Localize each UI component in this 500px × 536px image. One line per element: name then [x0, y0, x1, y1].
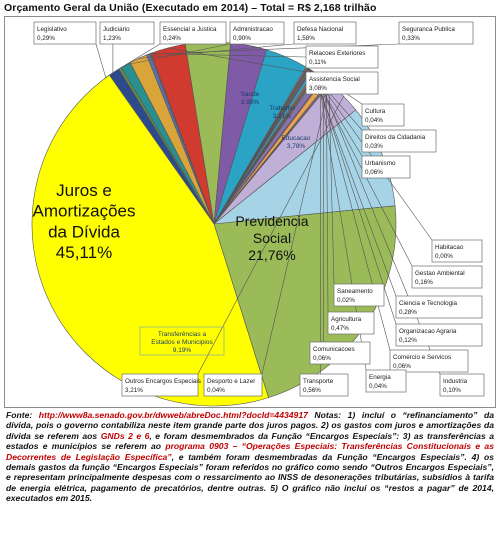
source-link[interactable]: http://www8a.senado.gov.br/dwweb/abreDoc.html?docId=4434917 — [38, 410, 308, 420]
slice-label-29: Previdencia Social 21,76% — [235, 213, 309, 264]
slice-label-25: Saneamento 0,02% — [337, 288, 373, 304]
slice-label-9: Saude 3,98% — [240, 91, 260, 106]
fonte-label: Fonte: — [6, 410, 33, 420]
slice-label-10: Trabalho 3,21% — [269, 105, 295, 120]
note-text-1: incluí o “refinanciamento” da dívida, pois o governo contabiliza neste item grande parte dos juros pagos. 2) os gastos com juros e amortizações da dívida se referem aos — [6, 410, 495, 441]
pie-chart — [4, 16, 496, 408]
slice-label-3: Essencial a Justica 0,24% — [163, 26, 217, 42]
slice-label-6: Seguranca Publica 0,33% — [402, 26, 455, 42]
slice-label-8: Assistencia Social 3,08% — [309, 76, 360, 92]
note-text-2: , e foram desmembrados da Função “Encargos Especiais”: 3) as transferências a estados e municípios se referem ao — [6, 430, 494, 452]
slice-label-7: Relacoes Exteriores 0,11% — [309, 50, 366, 66]
chart-title: Orçamento Geral da União (Executado em 2014) – Total = R$ 2,168 trilhão — [4, 2, 377, 14]
slice-label-4: Administracao 0,90% — [233, 26, 273, 42]
footnote-caption — [6, 410, 494, 504]
slice-label-19: Comercio e Servicos 0,06% — [393, 354, 452, 370]
slice-label-20: Industria 0,10% — [443, 378, 468, 394]
slice-label-23: Comunicacoes 0,06% — [313, 346, 355, 362]
slice-label-18: Organizacao Agraria 0,12% — [399, 328, 457, 344]
slice-label-28: Transferências a Estados e Municipios 9,19% — [151, 331, 213, 354]
slice-label-24: Agricultura 0,47% — [331, 316, 362, 332]
gnd-highlight: GNDs 2 e 6 — [100, 430, 150, 441]
note-text-3: , e também foram desmembradas da Função “Encargos Especiais”. 4) os demais gastos da função “Encargos Especiais” foram referidos no gráfico como sendo “Outros Encargos Especiais”, e representam principalmente despesas com o ressarcimento ao INSS de desonerações tributárias, subsídios à tarifa de energia elétrica, pagamento de precatórios, dentre outras. 5) O gráfico não inclui os “restos a pagar” de 2014, executados em 2015. — [6, 451, 494, 504]
slice-label-1: Legislativo 0,29% — [37, 26, 67, 42]
slice-label-30: Juros e Amortizações da Dívida 45,11% — [32, 181, 136, 263]
slice-label-11: Educacao 3,78% — [281, 135, 311, 150]
slice-label-5: Defesa Nacional 1,58% — [297, 26, 344, 42]
notes-label: Notas: 1) — [314, 410, 356, 420]
slice-label-13: Direitos da Cidadania 0,03% — [365, 134, 426, 150]
slice-label-12: Cultura 0,04% — [365, 108, 386, 124]
slice-label-27: Outros Encargos Especiais 3,21% — [125, 378, 201, 394]
slice-label-26: Desporto e Lazer 0,04% — [207, 378, 256, 394]
slice-label-2: Judiciario 1,23% — [103, 26, 130, 42]
slice-label-21: Energia 0,04% — [369, 374, 391, 390]
slice-label-15: Habitacao 0,00% — [435, 244, 464, 260]
slice-label-14: Urbanismo 0,06% — [365, 160, 396, 176]
program-highlight: programa 0903 – “Operações Especiais: Transferências Constitucionais e as Decorrentes de Legislação Específica” — [6, 441, 494, 462]
slice-label-22: Transporte 0,56% — [303, 378, 334, 394]
slice-label-16: Gestao Ambiental 0,16% — [415, 270, 465, 286]
slice-label-17: Ciencia e Tecnologia 0,28% — [399, 300, 457, 316]
chart-area — [4, 16, 496, 408]
